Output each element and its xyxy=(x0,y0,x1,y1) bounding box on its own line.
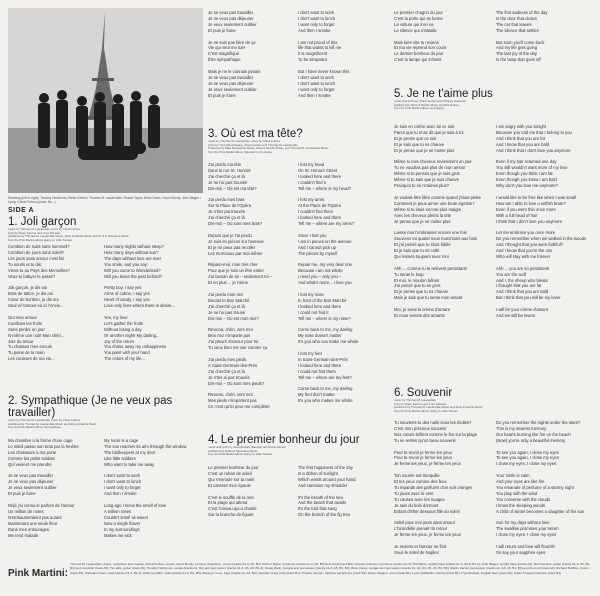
lyrics-en: The first happiness of the day Is a ribbon of sunlight Which winds around your hand And caresses my shoulder It's the breath of the sea And the beach that awaits It's the bird that sang On the branch of the fig tree xyxy=(298,465,356,518)
lyrics-en: I am angry with you tonight Because you told me that I belong to you And I think that you are fat And I know that you are bald And I think that I don't love you anymore Even if my hair returned one day You still wouldn't want more of my love Even though you think I am fat Even though you know I am bald Why don't you love me anymore? I would like to be free like when I was small How am I able to love a selfish brute? Even if you were thin once more With a full head of hair I think that I don't love you anymore Let me embrace you once more Do you remember when we walked in the woods And I thought that you were faithful? And I know that you're the one Who will stay with me forever Ahh ... you are so persistent! You are the wolf And I, the sheep who bleats I thought that you are fat And I think that you are bald But I think that you will be my lover I will be your crème d'amant And we will be lovers xyxy=(496,124,587,318)
lyrics-en: Do you remember the nights under the stars? This is my dearest memory Our hearts burning like fire on the beach (Now) you're only a beautiful memory To see you again, I close my eyes To see you again, I close my eyes I close my eyes, I close my eyes Your smile is calm And your eyes are like fire You emanate of perfume of a stormy night You play with the wind You converse with the clouds I know the sleeping woods A child of winter becomes a daughter of the sun Sun for my days without love The swallow promises your return I close my eyes, I close my eyes I will return and love will flourish So say your sapphire eyes xyxy=(496,420,585,555)
lyrics-fr: Combien de nuits sans sommeil? Combien de jours sans soleil? Les jours sans amour c'est fini Tu souris et tu dis: Viens-tu au Pays des Merveilles? Veux-tu babyer le passé? Joli garçon, je dis oui Bras de tatton, je dis oui Cœur de bonbon, je dis oui Seul vil l'amour où ici l'envie... Oui mon amour Cueillons les fruits Sans perdre un jour N-même une nuit! Mon chéri... Joie du retour Tu chasses mes ennuis Tu peins de ta main Les couleurs de ma vie... xyxy=(8,244,70,362)
lyrics-en: I lost my head On St. Honoré Street I looked here and there I couldn't find it Tell me – where is my head? I lost my arms At the Place de l'Opéra I couldn't find them I looked here and there Tell me – where are my arms? Since I lost you I am in pieces on the avenue And I cannot pick up The pieces by myself Repair me, my very dear one Because I am not whole I need you – only you – And what's more... I love you I lost my nose In front of the Bon Marché I looked here and there I could not find it Tell me – where is my nose? Come back to me, my darling My nose doesn't matter It's you who can make me whole I lost my feet In Saint-Germain-des-Prés I looked here and there I could not find them Tell me – where are my feet? Come back to me, my darling My feet don't matter It's you who makes me whole xyxy=(298,162,359,404)
lyrics-fr: Tu souviens-tu des nuits sous les étoiles? C'est mon précieux souvenir Nos cœurs brillent comme le feu sur la plage Tu ne restes qu'un beau souvenir Pour te revoir je ferme les yeux Pour te revoir je ferme les yeux Je ferme les yeux, je ferme les yeux Ton sourire est tranquille Et tes yeux comme des feux Tu répands des parfums d'un soir oranges Tu joues avec le vent Tu causes avec les nuages Je sais du bois dormant Enfant d'Ither dessous fille du soleil Soleil pour moi jours sans amour L'hirondelle prenait Ito retour Je ferme les yeux, je ferme les yeux Je reviens et l'amour ne finit Sous le soleil de Naples xyxy=(394,420,478,555)
band-name: Pink Martini: xyxy=(8,568,69,579)
lyrics-fr-continued: Je ne veux pas travailler Je ne veux pas déjeuner Je veux seulement oublier Et puis je fume Je ne suis pas fière de ça Vie qui veut me tuer C'est magnifique Être sympathique Mais je ne le connais jamais Je ne veux pas travailler Je ne veux pas déjeuner Je veux seulement oublier Et puis je fume xyxy=(208,10,261,98)
lyrics-en: My room is a cage The sun reaches its arm through the window The birdkeepers at my door Like little soldiers Who want to take me away I don't want to work I don't want to lunch I want only to forget And then I smoke Long ago I knew the smell of love A million roses Couldn't smell as sweet Now a single flower In my surroundings Makes me sick xyxy=(104,438,187,538)
band-credits: Thomas M. Lauderdale, piano, xylophone and celeste; China Forbes, vocals; Gavin Bondy, trumpet, flugelhorn, cornet (tracks A1-3, A5, B3); Robert Taylor, trombone (tracks A1-3, A5, B3) and vocal (track B3); Antonio Andrews, trombone (tracks A1-3); Phil Baker, upright bass (tracks A1-3, A5-6, B1-3); John Wager, upright bass (tracks A4); Dan Faehnle, guitar (tracks A1-3, A5, B1, B3) and mandolin (track A6); Tim Ellis, guitar (track A5); Timothy Nishimoto, vocals (tracks A1, B1) and percussion (tracks A1-3, A5, A6, B1-3); Derek Rieth, bongos and percussion (tracks A1-3, A5, B1, B3); Brian Davis, congas and percussion (tracks A1, A2, A3, A5, A6, B1, B3); Martin Zarzar, percussion (tracks A2, A3, A5, B1, B3) and drum kit (track A4); Richard Rothfus, drums (track A5); Nicholas Crosa, violin (tracks A1-3, B1-3); Paloma Griffin, violin (tracks A1-3, B1, B3); Maureen Love, harp (tracks A1, A3, B2); Jennifer Craig, harp (track B1); Timothy Jensen, baritone saxophone (track B1); Karen Wagner, oboe (track B1); Louis DeMartini, clarinet (track B1); Kyle Mustain, English horn (track B1); Adam Trussell, bassoon (track B1) xyxy=(70,562,591,575)
lyrics-en-continued: I don't want to work I don't want to lunch I want only to forget And then I smoke I am not proud of this life that wants to kill me It is magnificent To be simpatico But I have never known this I don't want to work I don't want to lunch I want only to forget And then I smoke xyxy=(298,10,350,98)
song-title: 3. Où est ma tête? xyxy=(208,128,303,140)
lyrics-fr: J'ai perdu ma tête Dans la rue St. Honoré J'ai cherché ça et là Je ne l'ai pas trouvée Dis-moi – Où est ma tête? J'ai perdu mes bras Sur la Place de l'Opéra Je n'ties pai trouvés J'ai cherché ça et là Dis-moi – Où sont mes bras? Depuis que je t'ai perdu Je suis en pièces sur l'avenue Et je ne peux pas recoller Les morceaux par moi-même Répare-moi, mon très cher Pour que je sois un être entier J'ai besoin de toi – seulement toi – Et en plus ... je t'aime J'ai perdu mon nez Devant le Bon Marché J'ai cherché ça et là Je ne l'ai pas trouvé Dis-moi – Où est mon nez? Revicna, chéri, vers moi Mon nez n'importe pas J'ai pleuré d'amour pour toi Tu veux bien me voir comme ça J'ai perdu mes pieds À Saint-Germain-des-Prés J'ai cherché ça et là Je n'tes ai pas trouvés Dis-moi – Où sont mes pieds? Reviens, chéri, vers moi Mes pieds n'importent pas Ce n'est qu'ici pour me compléter xyxy=(208,162,273,410)
song-title: 6. Souvenir xyxy=(394,387,453,399)
song-credits: music by Thomas M. Lauderdale, lyrics by China Forbes lyrics by Dave Selvine and Yves Sebasto published by Thomas M. Lauderdale Music, Wow & Dazzle Music and M. & F. Deleurme Music from the Pink Martini album Hang on Little Tomato xyxy=(8,227,129,243)
song-title: 1. Joli garçon xyxy=(8,216,77,228)
lyrics-en-continued: The first sadness of the day Is the door that closes The car that leaves The silence that settles But soon you'll come back And my life gets going The last joy of the day Is the lamp that goes off xyxy=(496,10,548,63)
song-credits: music by Thomas M. Lauderdale, lyrics by China Forbes lyrics by Yves Mouchelaine, China Forbes and Thomas M. Lauderdale Produced by Mike Moonshine Music, Wow & Dazzle Music, and Thomas M. Lauderdale Music from the Pink Martini album Splendor in the Grass xyxy=(208,139,329,155)
lyrics-fr-continued: Le premier chagrin du jour C'est la porte qui se ferme La voiture qui s'en va Le silence qui s'installe Mais bien vite tu reviens Et ma vie reprend son cours Le dernier bonheur du jour C'est la lampe qui s'éteint xyxy=(394,10,447,63)
side-label: SIDE A xyxy=(8,207,35,214)
photo-caption: Standing (left to right): Timothy Nishimoto, Dieter Ehrlich, Thomas M. Lauderdale, Robert Taylor, Brian Davis, Gavin Bondy, John Wager / Lying: China Forbes (photo: Bo...) xyxy=(8,196,201,204)
song-6 xyxy=(394,387,594,414)
song-4 xyxy=(208,434,378,457)
band-photo xyxy=(8,8,203,193)
song-2 xyxy=(8,395,203,430)
song-credits: music and lyrics by China Forbes and Philippe Gasteraz published by Wow & Dazzle Music and Ella Edition from the Pink Martini album Get Happy xyxy=(394,99,466,111)
lyrics-en: How many nights without sleep? How many days without sun? The days without love are over You smile, and you say: Will you come to Wonderland? Will you leave the past behind? Pretty boy, I say yes Arms of cotton, I say yes Heart of candy, I say yes Love only lives where there is desire... Yes, my love Let's gather the fruits Without losing a day Or another night! My darling... Joy of the return You chase away my unhappiness You paint with your hand The colors of my life... xyxy=(104,244,175,362)
song-1 xyxy=(8,216,203,243)
lyrics-fr: Je suis en colère avec toi ce soir Parce que tu m'as dit que je suis à toi Et je pense que ce soir Et je sais que tu es chauve Et je pense que je ne t'aime plus Même si mes cheveux reviendrent un jour Tu ne voudras pas plus de mon amour Même si tu penses que je suis gros Même si tu sais que je suis chauve Pourquoi tu ne m'aimes plus? Je voulais être libre comme quand j'étais petite Comment je peux aimer une brute égoïste? Même si tu étais encore plus maigre Avec les cheveux pleins la tête Je pense que je ne t'aime plus Laisse moi t'embrasser encore une fois Souviens toi quand nous marchions aux bois Et j'ai pensé que tu étais fidèle Et je sais que tu es cotlé Qui restera toujours avec moi Ahh ... comme tu te relèvent persistant! Tu seras le loup Et moi, le mouton bêlant J'ai pensé que tu es gros Et je pense que tu es chauve Mais je sais que tu seras mon amant Moi, je serai la crème d'amant Et nous serons des amants xyxy=(394,124,481,318)
song-title: 4. Le premier bonheur du jour xyxy=(208,434,360,446)
lyrics-fr: Le premier bonheur du jour C'est un ruban de soleil Qui s'enroule sur ta main Et caresse mon épaule C'est le souffle de la mer Et la plage qui attend C'est l'oiseau qui a chanté Sur la branche du figuier xyxy=(208,465,259,518)
song-5 xyxy=(394,88,594,111)
song-title: 2. Sympathique (Je ne veux pas travailler) xyxy=(8,395,173,419)
song-credits: music by Thomas M. Lauderdale lyrics by Dave Selvine and Yves Sebasto published by Thomas M. Lauderdale Music and Wow & Dazzle Music from the Pink Martini album Hang on Little Tomato xyxy=(394,398,483,414)
eiffel-tower-band-photo xyxy=(8,8,203,193)
song-3 xyxy=(208,128,378,155)
song-credits: music by Thomas M. Lauderdale, lyrics by China Forbes published by Thomas M. Lauderdale Music and Wow & Dazzle Music from the Pink Martini album Sympathique xyxy=(8,418,97,430)
song-credits: music and lyrics by Jean-Renard (Renard) and Frank Gérald published by Editions Musicales Alpha from the Pink Martini album Hang on Little Tomato xyxy=(208,445,286,457)
lyrics-fr: Ma chambre a la forme d'une cage Le soleil passe son bras par la fenêtre Les chasseurs à ma porte Comme les petits soldats Qui veulent me prendre Je ne veux pas travailler Je ne veux pas déjeuner Je veux seulement oublier Et puis je fume Déjà j'ai connu le parfum de l'amour Un million de roses N'embaumeraient pas autant Maintenant une seule fleur Dans mes entourages Me rend malade xyxy=(8,438,79,538)
song-title: 5. Je ne t'aime plus xyxy=(394,88,493,100)
